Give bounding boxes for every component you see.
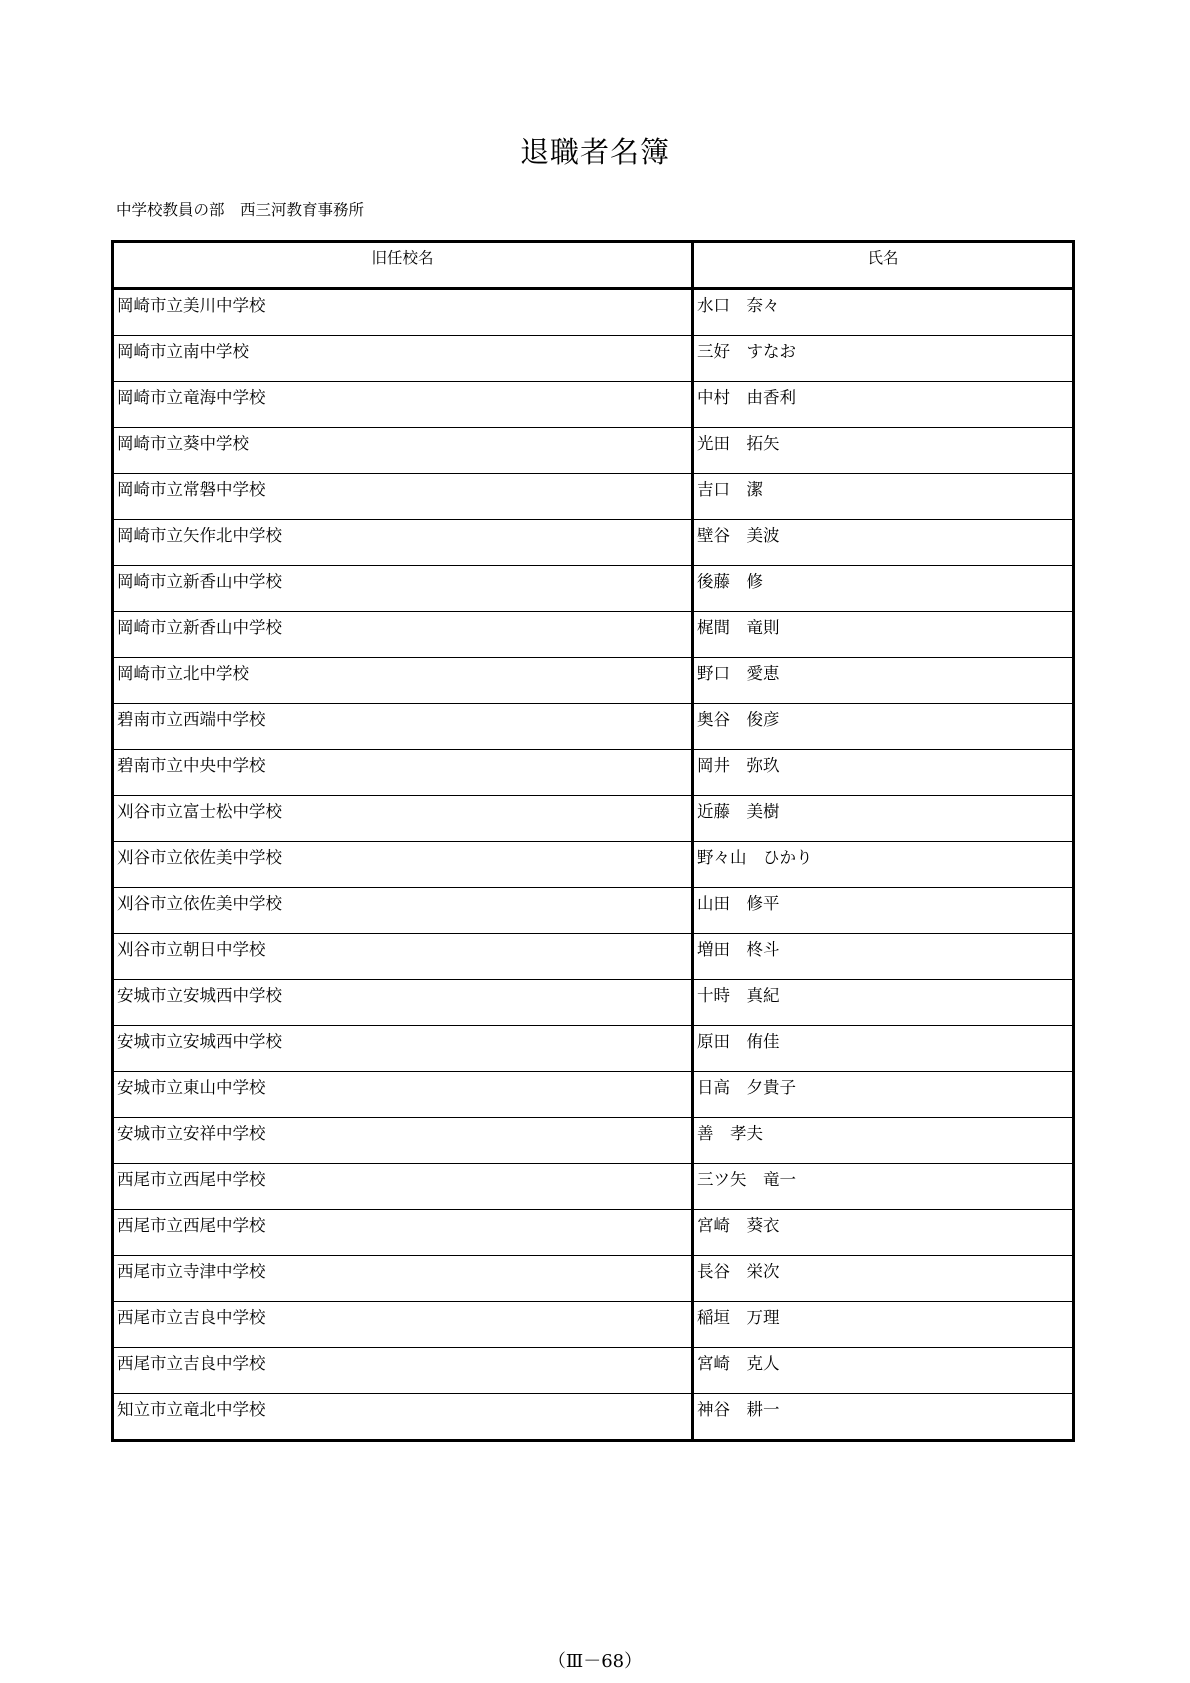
table-row xyxy=(113,934,1074,980)
school-cell: 西尾市立西尾中学校 xyxy=(113,1164,693,1210)
name-cell: 山田 修平 xyxy=(693,888,1074,934)
name-cell: 三好 すなお xyxy=(693,336,1074,382)
name-cell: 水口 奈々 xyxy=(693,289,1074,336)
table-row xyxy=(113,980,1074,1026)
name-cell: 原田 侑佳 xyxy=(693,1026,1074,1072)
school-cell: 西尾市立西尾中学校 xyxy=(113,1210,693,1256)
table-row xyxy=(113,704,1074,750)
name-cell: 中村 由香利 xyxy=(693,382,1074,428)
table-row xyxy=(113,1072,1074,1118)
school-cell: 刈谷市立富士松中学校 xyxy=(113,796,693,842)
name-cell: 増田 柊斗 xyxy=(693,934,1074,980)
table-row xyxy=(113,1348,1074,1394)
name-cell: 壁谷 美波 xyxy=(693,520,1074,566)
name-cell: 吉口 潔 xyxy=(693,474,1074,520)
table-row xyxy=(113,1026,1074,1072)
school-cell: 安城市立安城西中学校 xyxy=(113,980,693,1026)
school-cell: 岡崎市立南中学校 xyxy=(113,336,693,382)
name-cell: 岡井 弥玖 xyxy=(693,750,1074,796)
school-cell: 岡崎市立葵中学校 xyxy=(113,428,693,474)
table-row xyxy=(113,1164,1074,1210)
school-cell: 岡崎市立矢作北中学校 xyxy=(113,520,693,566)
name-cell: 三ツ矢 竜一 xyxy=(693,1164,1074,1210)
school-cell: 刈谷市立依佐美中学校 xyxy=(113,888,693,934)
table-row xyxy=(113,566,1074,612)
name-cell: 後藤 修 xyxy=(693,566,1074,612)
document-subtitle: 中学校教員の部 西三河教育事務所 xyxy=(116,201,365,219)
table-row xyxy=(113,1210,1074,1256)
school-cell: 碧南市立中央中学校 xyxy=(113,750,693,796)
retiree-table xyxy=(111,240,1075,1442)
name-cell: 長谷 栄次 xyxy=(693,1256,1074,1302)
school-cell: 西尾市立吉良中学校 xyxy=(113,1348,693,1394)
table-body xyxy=(113,289,1074,1441)
school-cell: 岡崎市立常磐中学校 xyxy=(113,474,693,520)
table-row xyxy=(113,658,1074,704)
school-cell: 岡崎市立北中学校 xyxy=(113,658,693,704)
table-row xyxy=(113,750,1074,796)
table-row xyxy=(113,428,1074,474)
school-cell: 安城市立東山中学校 xyxy=(113,1072,693,1118)
school-cell: 刈谷市立朝日中学校 xyxy=(113,934,693,980)
table-row xyxy=(113,888,1074,934)
school-cell: 刈谷市立依佐美中学校 xyxy=(113,842,693,888)
name-cell: 近藤 美樹 xyxy=(693,796,1074,842)
school-cell: 安城市立安城西中学校 xyxy=(113,1026,693,1072)
name-cell: 光田 拓矢 xyxy=(693,428,1074,474)
school-cell: 岡崎市立新香山中学校 xyxy=(113,566,693,612)
school-cell: 西尾市立吉良中学校 xyxy=(113,1302,693,1348)
school-cell: 安城市立安祥中学校 xyxy=(113,1118,693,1164)
table-row xyxy=(113,1256,1074,1302)
table-row xyxy=(113,1394,1074,1441)
name-cell: 善 孝夫 xyxy=(693,1118,1074,1164)
name-cell: 宮崎 葵衣 xyxy=(693,1210,1074,1256)
table-row xyxy=(113,520,1074,566)
table-row xyxy=(113,612,1074,658)
school-cell: 西尾市立寺津中学校 xyxy=(113,1256,693,1302)
page-number: （Ⅲ－68） xyxy=(547,1651,643,1672)
school-cell: 岡崎市立美川中学校 xyxy=(113,289,693,336)
school-cell: 岡崎市立新香山中学校 xyxy=(113,612,693,658)
name-cell: 梶間 竜則 xyxy=(693,612,1074,658)
name-cell: 神谷 耕一 xyxy=(697,1400,780,1419)
name-cell: 野口 愛恵 xyxy=(693,658,1074,704)
page-title: 退職者名簿 xyxy=(519,135,670,169)
table-row xyxy=(113,796,1074,842)
school-cell: 碧南市立西端中学校 xyxy=(113,704,693,750)
table-row xyxy=(113,1302,1074,1348)
column-header-school: 旧任校名 xyxy=(113,242,693,289)
school-cell: 知立市立竜北中学校 xyxy=(113,1394,693,1441)
name-cell: 稲垣 万理 xyxy=(693,1302,1074,1348)
name-cell: 奥谷 俊彦 xyxy=(693,704,1074,750)
column-header-name: 氏名 xyxy=(693,242,1074,289)
table-row xyxy=(113,336,1074,382)
name-cell: 日高 夕貴子 xyxy=(693,1072,1074,1118)
table-row xyxy=(113,1118,1074,1164)
table-header-row xyxy=(113,242,1074,289)
name-cell: 野々山 ひかり xyxy=(693,842,1074,888)
name-cell: 十時 真紀 xyxy=(693,980,1074,1026)
table-row xyxy=(113,842,1074,888)
table-row xyxy=(113,289,1074,336)
table-row xyxy=(113,382,1074,428)
table-row xyxy=(113,474,1074,520)
name-cell: 宮崎 克人 xyxy=(693,1348,1074,1394)
school-cell: 岡崎市立竜海中学校 xyxy=(113,382,693,428)
